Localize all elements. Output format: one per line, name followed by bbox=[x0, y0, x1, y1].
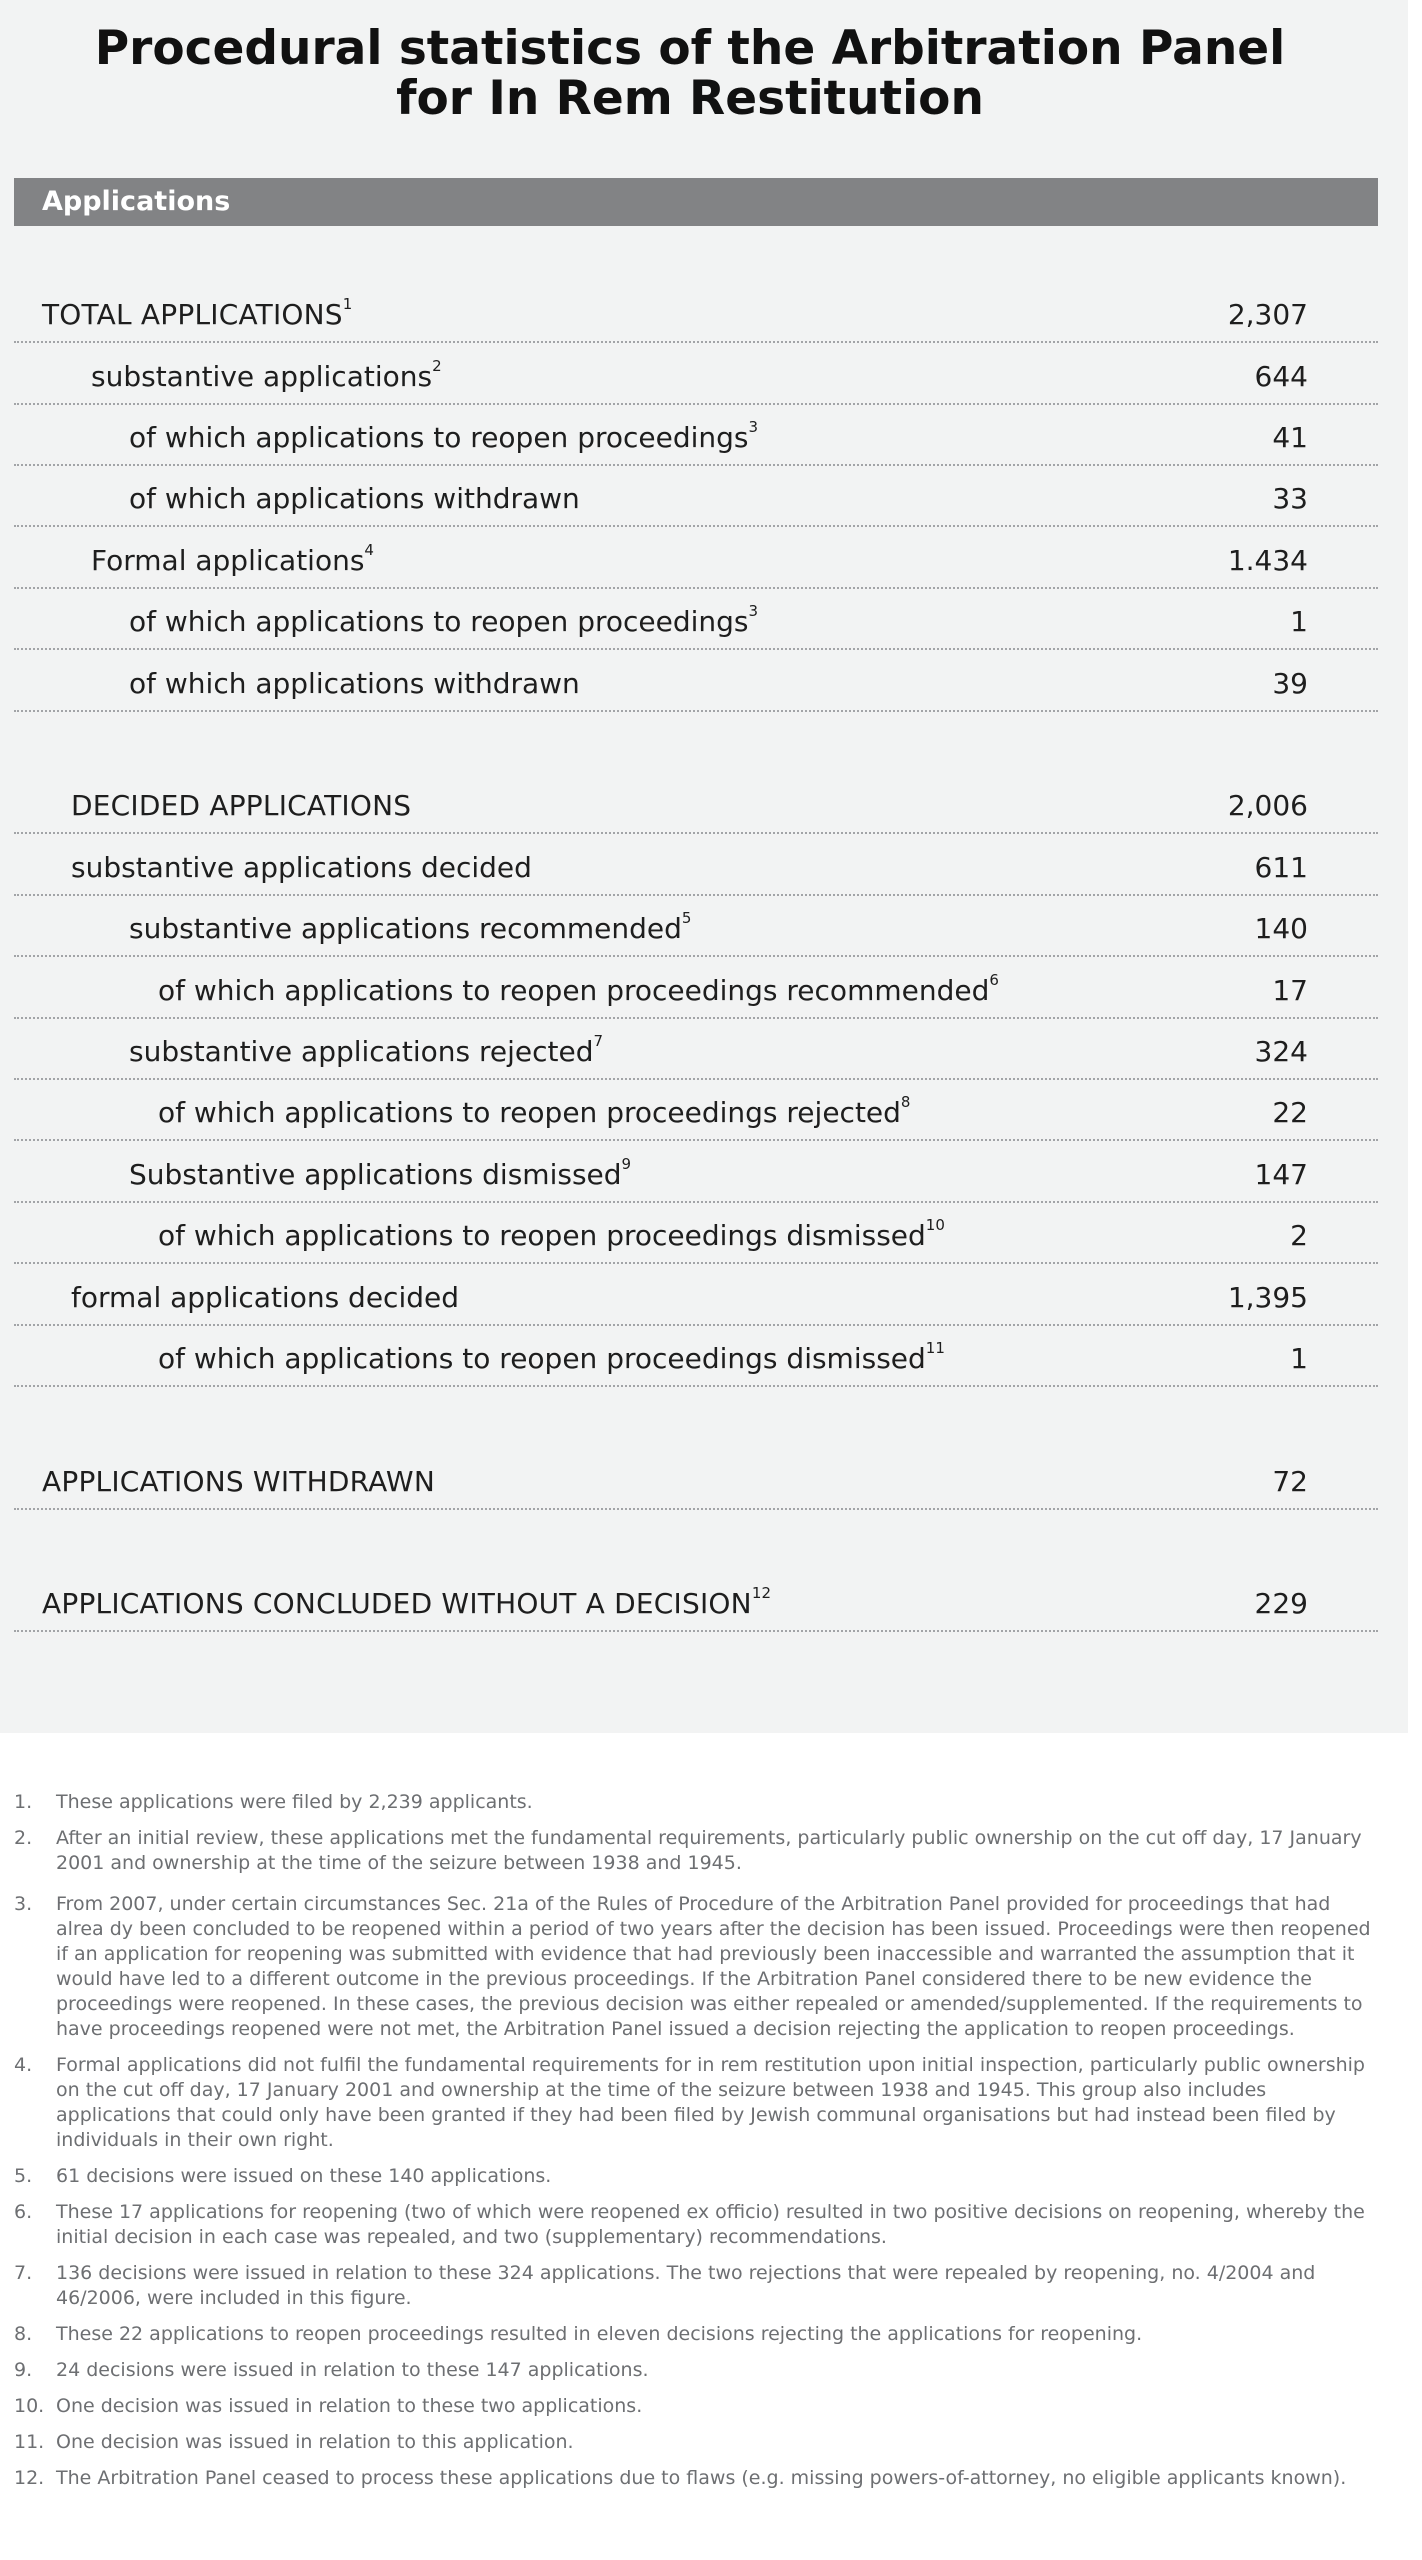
footnote-number: 4. bbox=[14, 2054, 33, 2076]
footnote-text: 61 decisions were issued on these 140 applications. bbox=[56, 2165, 552, 2187]
table-row bbox=[14, 528, 1378, 589]
row-value: 2,006 bbox=[1227, 789, 1308, 822]
row-label: of which applications to reopen proceedings dismissed$^{10}$ bbox=[158, 1216, 945, 1252]
section-header-label: Applications bbox=[42, 186, 231, 217]
row-label: of which applications to reopen proceedings dismissed$^{11}$ bbox=[158, 1339, 945, 1375]
row-label: substantive applications rejected$^7$ bbox=[129, 1032, 604, 1068]
footnote-number: 11. bbox=[14, 2431, 45, 2453]
footnote bbox=[14, 2322, 1379, 2347]
footnote bbox=[14, 2430, 1379, 2455]
row-value: 1 bbox=[1290, 1342, 1308, 1375]
table-row bbox=[14, 1265, 1378, 1326]
page-title bbox=[0, 21, 1380, 126]
footnote-text: 24 decisions were issued in relation to these 147 applications. bbox=[56, 2359, 649, 2381]
section-header bbox=[14, 178, 1378, 226]
table-row bbox=[14, 1326, 1378, 1387]
footnote-number: 12. bbox=[14, 2467, 45, 2489]
row-label: DECIDED APPLICATIONS bbox=[71, 789, 412, 822]
row-label: Substantive applications dismissed$^9$ bbox=[129, 1155, 632, 1191]
row-label: Formal applications$^4$ bbox=[91, 541, 374, 577]
footnote bbox=[14, 2164, 1379, 2189]
footnote bbox=[14, 2053, 1379, 2153]
row-value: 39 bbox=[1272, 667, 1308, 700]
footnote bbox=[14, 1790, 1379, 1815]
table-row bbox=[14, 651, 1378, 712]
table-row bbox=[14, 835, 1378, 896]
row-label: substantive applications decided bbox=[71, 851, 532, 884]
footnote-text: One decision was issued in relation to this application. bbox=[56, 2431, 574, 2453]
row-value: 1 bbox=[1290, 605, 1308, 638]
row-value: 229 bbox=[1254, 1587, 1308, 1620]
row-value: 644 bbox=[1254, 360, 1308, 393]
table-row-total-applications bbox=[14, 282, 1378, 343]
row-value: 1,395 bbox=[1227, 1281, 1308, 1314]
row-label: TOTAL APPLICATIONS$^1$ bbox=[42, 295, 353, 331]
row-label: of which applications to reopen proceedings rejected$^8$ bbox=[158, 1093, 911, 1129]
row-value: 22 bbox=[1272, 1096, 1308, 1129]
footnote-number: 7. bbox=[14, 2262, 33, 2284]
footnote bbox=[14, 2200, 1379, 2250]
table-row bbox=[14, 1080, 1378, 1141]
table-row bbox=[14, 344, 1378, 405]
footnote-number: 3. bbox=[14, 1893, 33, 1915]
footnote bbox=[14, 2261, 1379, 2311]
row-value: 17 bbox=[1272, 974, 1308, 1007]
row-value: 72 bbox=[1272, 1465, 1308, 1498]
table-row-decided-applications bbox=[14, 773, 1378, 834]
table-row bbox=[14, 1019, 1378, 1080]
footnote-number: 1. bbox=[14, 1791, 33, 1813]
table-row-concluded-without-decision bbox=[14, 1571, 1378, 1632]
table-row bbox=[14, 405, 1378, 466]
row-label: formal applications decided bbox=[71, 1281, 460, 1314]
footnote-number: 10. bbox=[14, 2395, 45, 2417]
footnote-text: Formal applications did not fulfil the fundamental requirements for in rem restitution upon initial inspection, particularly public ownership on the cut off day, 17 January 2001 and ownership at the time of the seizure between 1938 and 1945. This group also includes applications that could only have been granted if they had been filed by Jewish communal organisations but had instead been filed by individuals in their own right. bbox=[56, 2054, 1365, 2151]
table-row bbox=[14, 896, 1378, 957]
footnote-text: 136 decisions were issued in relation to these 324 applications. The two rejections that were repealed by reopening, no. 4/2004 and 46/2006, were included in this figure. bbox=[56, 2262, 1316, 2309]
footnote-text: The Arbitration Panel ceased to process these applications due to flaws (e.g. missing powers-of-attorney, no eligible applicants known). bbox=[56, 2467, 1347, 2489]
row-value: 1.434 bbox=[1227, 544, 1308, 577]
row-value: 147 bbox=[1254, 1158, 1308, 1191]
row-label: of which applications to reopen proceedings recommended$^6$ bbox=[158, 971, 999, 1007]
footnote bbox=[14, 2466, 1379, 2491]
row-label: APPLICATIONS CONCLUDED WITHOUT A DECISION$^{12}$ bbox=[42, 1584, 772, 1620]
table-row bbox=[14, 1203, 1378, 1264]
row-value: 33 bbox=[1272, 482, 1308, 515]
row-label: of which applications to reopen proceedings$^3$ bbox=[129, 418, 759, 454]
footnote-text: After an initial review, these applications met the fundamental requirements, particularly public ownership on the cut off day, 17 January 2001 and ownership at the time of the seizure between 1938 and 1945. bbox=[56, 1827, 1362, 1874]
table-row bbox=[14, 1142, 1378, 1203]
footnote-text: One decision was issued in relation to these two applications. bbox=[56, 2395, 643, 2417]
footnote-text: From 2007, under certain circumstances Sec. 21a of the Rules of Procedure of the Arbitration Panel provided for proceedings that had alrea dy been concluded to be reopened within a period of two years after the decision has been issued. Proceedings were then reopened if an application for reopening was submitted with evidence that had previously been inaccessible and warranted the assumption that it would have led to a different outcome in the previous proceedings. If the Arbitration Panel considered there to be new evidence the proceedings were reopened. In these cases, the previous decision was either repealed or amended/supplemented. If the requirements to have proceedings reopened were not met, the Arbitration Panel issued a decision rejecting the application to reopen proceedings. bbox=[56, 1893, 1371, 2040]
table-row-applications-withdrawn bbox=[14, 1449, 1378, 1510]
footnote bbox=[14, 2358, 1379, 2383]
footnote-number: 8. bbox=[14, 2323, 33, 2345]
row-value: 611 bbox=[1254, 851, 1308, 884]
footnotes bbox=[14, 1790, 1379, 2502]
footnote-text: These 22 applications to reopen proceedings resulted in eleven decisions rejecting the applications for reopening. bbox=[56, 2323, 1143, 2345]
row-label: of which applications withdrawn bbox=[129, 482, 580, 515]
row-label: APPLICATIONS WITHDRAWN bbox=[42, 1465, 435, 1498]
row-value: 2 bbox=[1290, 1219, 1308, 1252]
footnote-text: These applications were filed by 2,239 applicants. bbox=[56, 1791, 533, 1813]
footnote-number: 9. bbox=[14, 2359, 33, 2381]
title-line-1: Procedural statistics of the Arbitration Panel bbox=[94, 21, 1286, 76]
footnote bbox=[14, 1826, 1379, 1876]
row-value: 2,307 bbox=[1227, 298, 1308, 331]
table-row bbox=[14, 589, 1378, 650]
footnote-number: 5. bbox=[14, 2165, 33, 2187]
title-line-2: for In Rem Restitution bbox=[396, 71, 984, 126]
row-label: substantive applications$^2$ bbox=[91, 357, 442, 393]
footnote-number: 6. bbox=[14, 2201, 33, 2223]
row-label: of which applications withdrawn bbox=[129, 667, 580, 700]
table-row bbox=[14, 958, 1378, 1019]
footnote bbox=[14, 1892, 1379, 2042]
row-label: substantive applications recommended$^5$ bbox=[129, 909, 692, 945]
table-row bbox=[14, 466, 1378, 527]
row-value: 140 bbox=[1254, 912, 1308, 945]
footnote-number: 2. bbox=[14, 1827, 33, 1849]
row-value: 41 bbox=[1272, 421, 1308, 454]
footnote bbox=[14, 2394, 1379, 2419]
row-label: of which applications to reopen proceedings$^3$ bbox=[129, 602, 759, 638]
footnote-text: These 17 applications for reopening (two of which were reopened ex officio) resulted in two positive decisions on reopening, whereby the initial decision in each case was repealed, and two (supplementary) recommendations. bbox=[56, 2201, 1365, 2248]
row-value: 324 bbox=[1254, 1035, 1308, 1068]
